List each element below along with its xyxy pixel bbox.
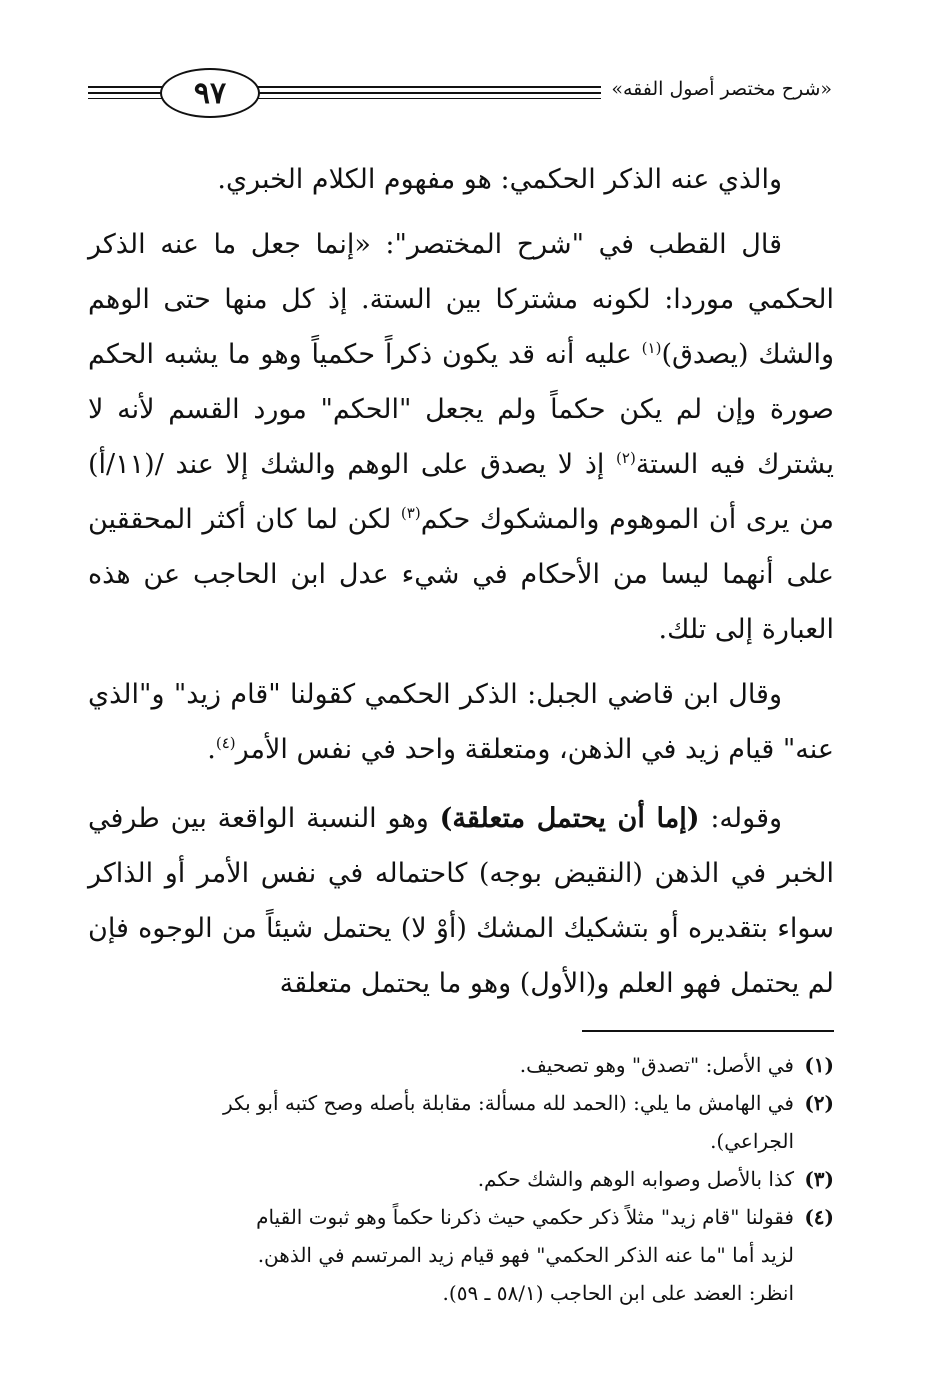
footnote-text xyxy=(88,1198,794,1312)
footnote-line: لزيد أما "ما عنه الذكر الحكمي" فهو قيام زيد المرتسم في الذهن. xyxy=(257,1243,794,1267)
text-run: لكن لما كان أكثر المحققين على أنهما ليسا من الأحكام في شيء عدل ابن الحاجب عن هذه العبارة إلى تلك. xyxy=(88,504,834,645)
footnote-ref-2: (٢) xyxy=(616,449,636,467)
footnote-text xyxy=(88,1084,794,1160)
running-title: «شرح مختصر أصول الفقه» xyxy=(601,78,838,100)
paragraph-3 xyxy=(88,667,834,777)
footnote-line: في الأصل: "تصدق" وهو تصحيف. xyxy=(519,1053,794,1077)
footnote xyxy=(88,1198,834,1312)
footnote-line: انظر: العضد على ابن الحاجب (٥٨/١ ـ ٥٩). xyxy=(442,1281,794,1305)
paragraph-1: والذي عنه الذكر الحكمي: هو مفهوم الكلام الخبري. xyxy=(217,164,782,195)
footnote-line: الجراعي). xyxy=(710,1129,794,1153)
footnote xyxy=(88,1046,834,1084)
page-header xyxy=(88,60,838,126)
footnote-ref-3: (٣) xyxy=(400,504,421,522)
page-number xyxy=(160,68,260,118)
text-run: . xyxy=(207,734,216,765)
text-run: عليه أنه قد يكون ذكراً حكمياً وهو ما يشبه الحكم صورة وإن لم يكن حكماً ولم يجعل "الحكم" مورد القسم لأنه لا يشترك فيه الستة xyxy=(88,339,834,480)
footnote-number: (٣) xyxy=(804,1167,834,1191)
page-number-text: ٩٧ xyxy=(193,75,227,111)
text-run: قال القطب في "شرح المختصر": «إنما جعل ما عنه الذكر الحكمي موردا: لكونه مشتركا بين الستة. إذ كل منها حتى الوهم والشك (يصدق) xyxy=(88,229,834,370)
bold-quote: (إما أن يحتمل متعلقة) xyxy=(439,803,700,834)
footnote-ref-4: (٤) xyxy=(215,734,236,752)
footnote xyxy=(88,1160,834,1198)
main-text xyxy=(88,152,834,1011)
footnotes xyxy=(88,1046,834,1312)
paragraph-2 xyxy=(88,217,834,657)
footnote-number: (٤) xyxy=(804,1205,834,1229)
paragraph-4 xyxy=(88,791,834,1011)
text-run: وقوله: xyxy=(699,803,783,834)
footnote-line: كذا بالأصل وصوابه الوهم والشك حكم. xyxy=(477,1167,794,1191)
footnote-line: فقولنا "قام زيد" مثلاً ذكر حكمي حيث ذكرنا حكماً وهو ثبوت القيام xyxy=(256,1205,794,1229)
text-run: إذ لا يصدق على الوهم والشك إلا عند /(١١/أ) من يرى أن الموهوم والمشكوك حكم xyxy=(88,449,834,535)
text-run: وقال ابن قاضي الجبل: الذكر الحكمي كقولنا "قام زيد" و"الذي عنه" قيام زيد في الذهن، ومتعلقة واحد في نفس الأمر xyxy=(88,679,834,765)
footnote-separator xyxy=(582,1030,834,1032)
text-run: وهو النسبة الواقعة بين طرفي الخبر في الذهن (النقيض بوجه) كاحتماله في نفس الأمر أو الذاكر سواء بتقديره أو بتشكيك المشك (أوْ لا) يحتمل شيئاً من الوجوه فإن لم يحتمل فهو العلم و(الأول) وهو ما يحتمل متعلقة xyxy=(88,803,834,999)
footnote-line: في الهامش ما يلي: (الحمد لله مسألة: مقابلة بأصله وصح كتبه أبو بكر xyxy=(223,1091,794,1115)
footnote-ref-1: (١) xyxy=(641,339,662,357)
footnote xyxy=(88,1084,834,1160)
footnote-text xyxy=(88,1160,794,1198)
footnote-number: (١) xyxy=(804,1053,834,1077)
footnote-text xyxy=(88,1046,794,1084)
footnote-number: (٢) xyxy=(804,1091,834,1115)
